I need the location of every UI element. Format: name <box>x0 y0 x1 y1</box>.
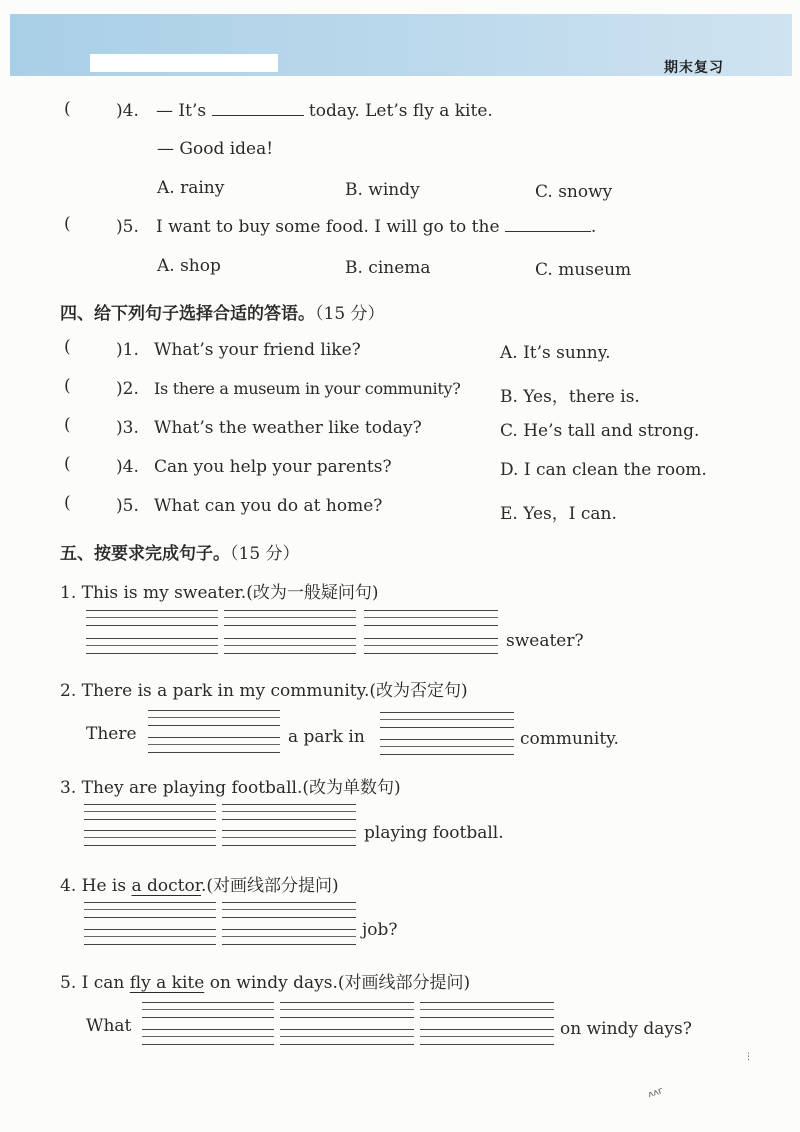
answer-tail: sweater? <box>506 631 584 651</box>
writing-line[interactable] <box>420 1002 554 1018</box>
answer-paren: ( <box>64 493 71 513</box>
answer-option: E. Yes，I can. <box>500 504 617 524</box>
writing-line[interactable] <box>224 638 356 654</box>
question-number: )1. <box>116 340 139 360</box>
writing-line[interactable] <box>280 1002 414 1018</box>
option-b: B. cinema <box>345 258 431 278</box>
question-number: )3. <box>116 418 139 438</box>
writing-line[interactable] <box>142 1002 274 1018</box>
writing-line[interactable] <box>142 1029 274 1045</box>
answer-tail: community. <box>520 729 619 749</box>
item-prompt: 2. There is a park in my community.(改为否定句) <box>60 681 468 701</box>
question-stem: I want to buy some food. I will go to the . <box>156 217 597 237</box>
section-label: 期末复习 <box>664 60 724 76</box>
item-prompt: 5. I can fly a kite on windy days.(对画线部分提问) <box>60 973 471 993</box>
writing-line[interactable] <box>84 929 216 945</box>
writing-line[interactable] <box>380 712 514 728</box>
answer-mid: a park in <box>288 727 365 747</box>
option-a: A. rainy <box>157 178 225 198</box>
item-prompt: 1. This is my sweater.(改为一般疑问句) <box>60 583 379 603</box>
writing-line[interactable] <box>364 610 498 626</box>
writing-line[interactable] <box>84 830 216 846</box>
item-prompt: 4. He is a doctor.(对画线部分提问) <box>60 876 339 896</box>
answer-paren: ( <box>64 415 71 435</box>
writing-line[interactable] <box>84 902 216 918</box>
answer-tail: job? <box>362 920 398 940</box>
margin-dots-mark: ⋮ <box>744 1052 753 1062</box>
writing-line[interactable] <box>222 902 356 918</box>
name-label-box <box>90 54 278 72</box>
writing-line[interactable] <box>280 1029 414 1045</box>
writing-line[interactable] <box>222 804 356 820</box>
writing-line[interactable] <box>86 638 218 654</box>
writing-line[interactable] <box>148 710 280 726</box>
writing-line[interactable] <box>148 737 280 753</box>
answer-paren: ( <box>64 337 71 357</box>
answer-head: There <box>86 724 137 744</box>
question-text: Is there a museum in your community? <box>154 379 461 398</box>
question-number: )4. <box>116 457 139 477</box>
question-number: )2. <box>116 379 139 399</box>
option-b: B. windy <box>345 180 420 200</box>
section-heading: 四、给下列句子选择合适的答语。（15 分） <box>60 304 385 324</box>
section-heading: 五、按要求完成句子。（15 分） <box>60 544 300 564</box>
question-text: What’s your friend like? <box>154 340 361 360</box>
question-text: Can you help your parents? <box>154 457 392 477</box>
answer-tail: playing football. <box>364 823 504 843</box>
writing-line[interactable] <box>364 638 498 654</box>
answer-option: B. Yes，there is. <box>500 387 640 407</box>
answer-option: C. He’s tall and strong. <box>500 421 700 441</box>
question-number: )4. <box>116 101 139 121</box>
answer-paren: ( <box>64 454 71 474</box>
underlined-phrase: a doctor <box>131 876 202 896</box>
pencil-scribble-mark: ᴧᴧᴦ <box>646 1085 666 1101</box>
answer-paren: ( <box>64 376 71 396</box>
option-a: A. shop <box>157 256 221 276</box>
option-c: C. museum <box>535 260 632 280</box>
question-number: )5. <box>116 496 139 516</box>
writing-line[interactable] <box>86 610 218 626</box>
writing-line[interactable] <box>380 739 514 755</box>
writing-line[interactable] <box>222 830 356 846</box>
answer-paren: ( <box>64 99 71 119</box>
writing-line[interactable] <box>224 610 356 626</box>
answer-head: What <box>86 1016 132 1036</box>
writing-line[interactable] <box>420 1029 554 1045</box>
underlined-phrase: fly a kite <box>129 973 205 993</box>
question-stem: — It’s today. Let’s fly a kite. <box>156 101 493 121</box>
writing-line[interactable] <box>222 929 356 945</box>
option-c: C. snowy <box>535 182 613 202</box>
answer-option: A. It’s sunny. <box>500 343 611 363</box>
answer-paren: ( <box>64 214 71 234</box>
answer-option: D. I can clean the room. <box>500 460 707 480</box>
question-reply: — Good idea! <box>157 139 274 159</box>
item-prompt: 3. They are playing football.(改为单数句) <box>60 778 401 798</box>
question-text: What can you do at home? <box>154 496 383 516</box>
question-number: )5. <box>116 217 139 237</box>
writing-line[interactable] <box>84 804 216 820</box>
answer-tail: on windy days? <box>560 1019 692 1039</box>
fill-blank[interactable] <box>505 230 591 232</box>
fill-blank[interactable] <box>212 114 304 116</box>
question-text: What’s the weather like today? <box>154 418 422 438</box>
